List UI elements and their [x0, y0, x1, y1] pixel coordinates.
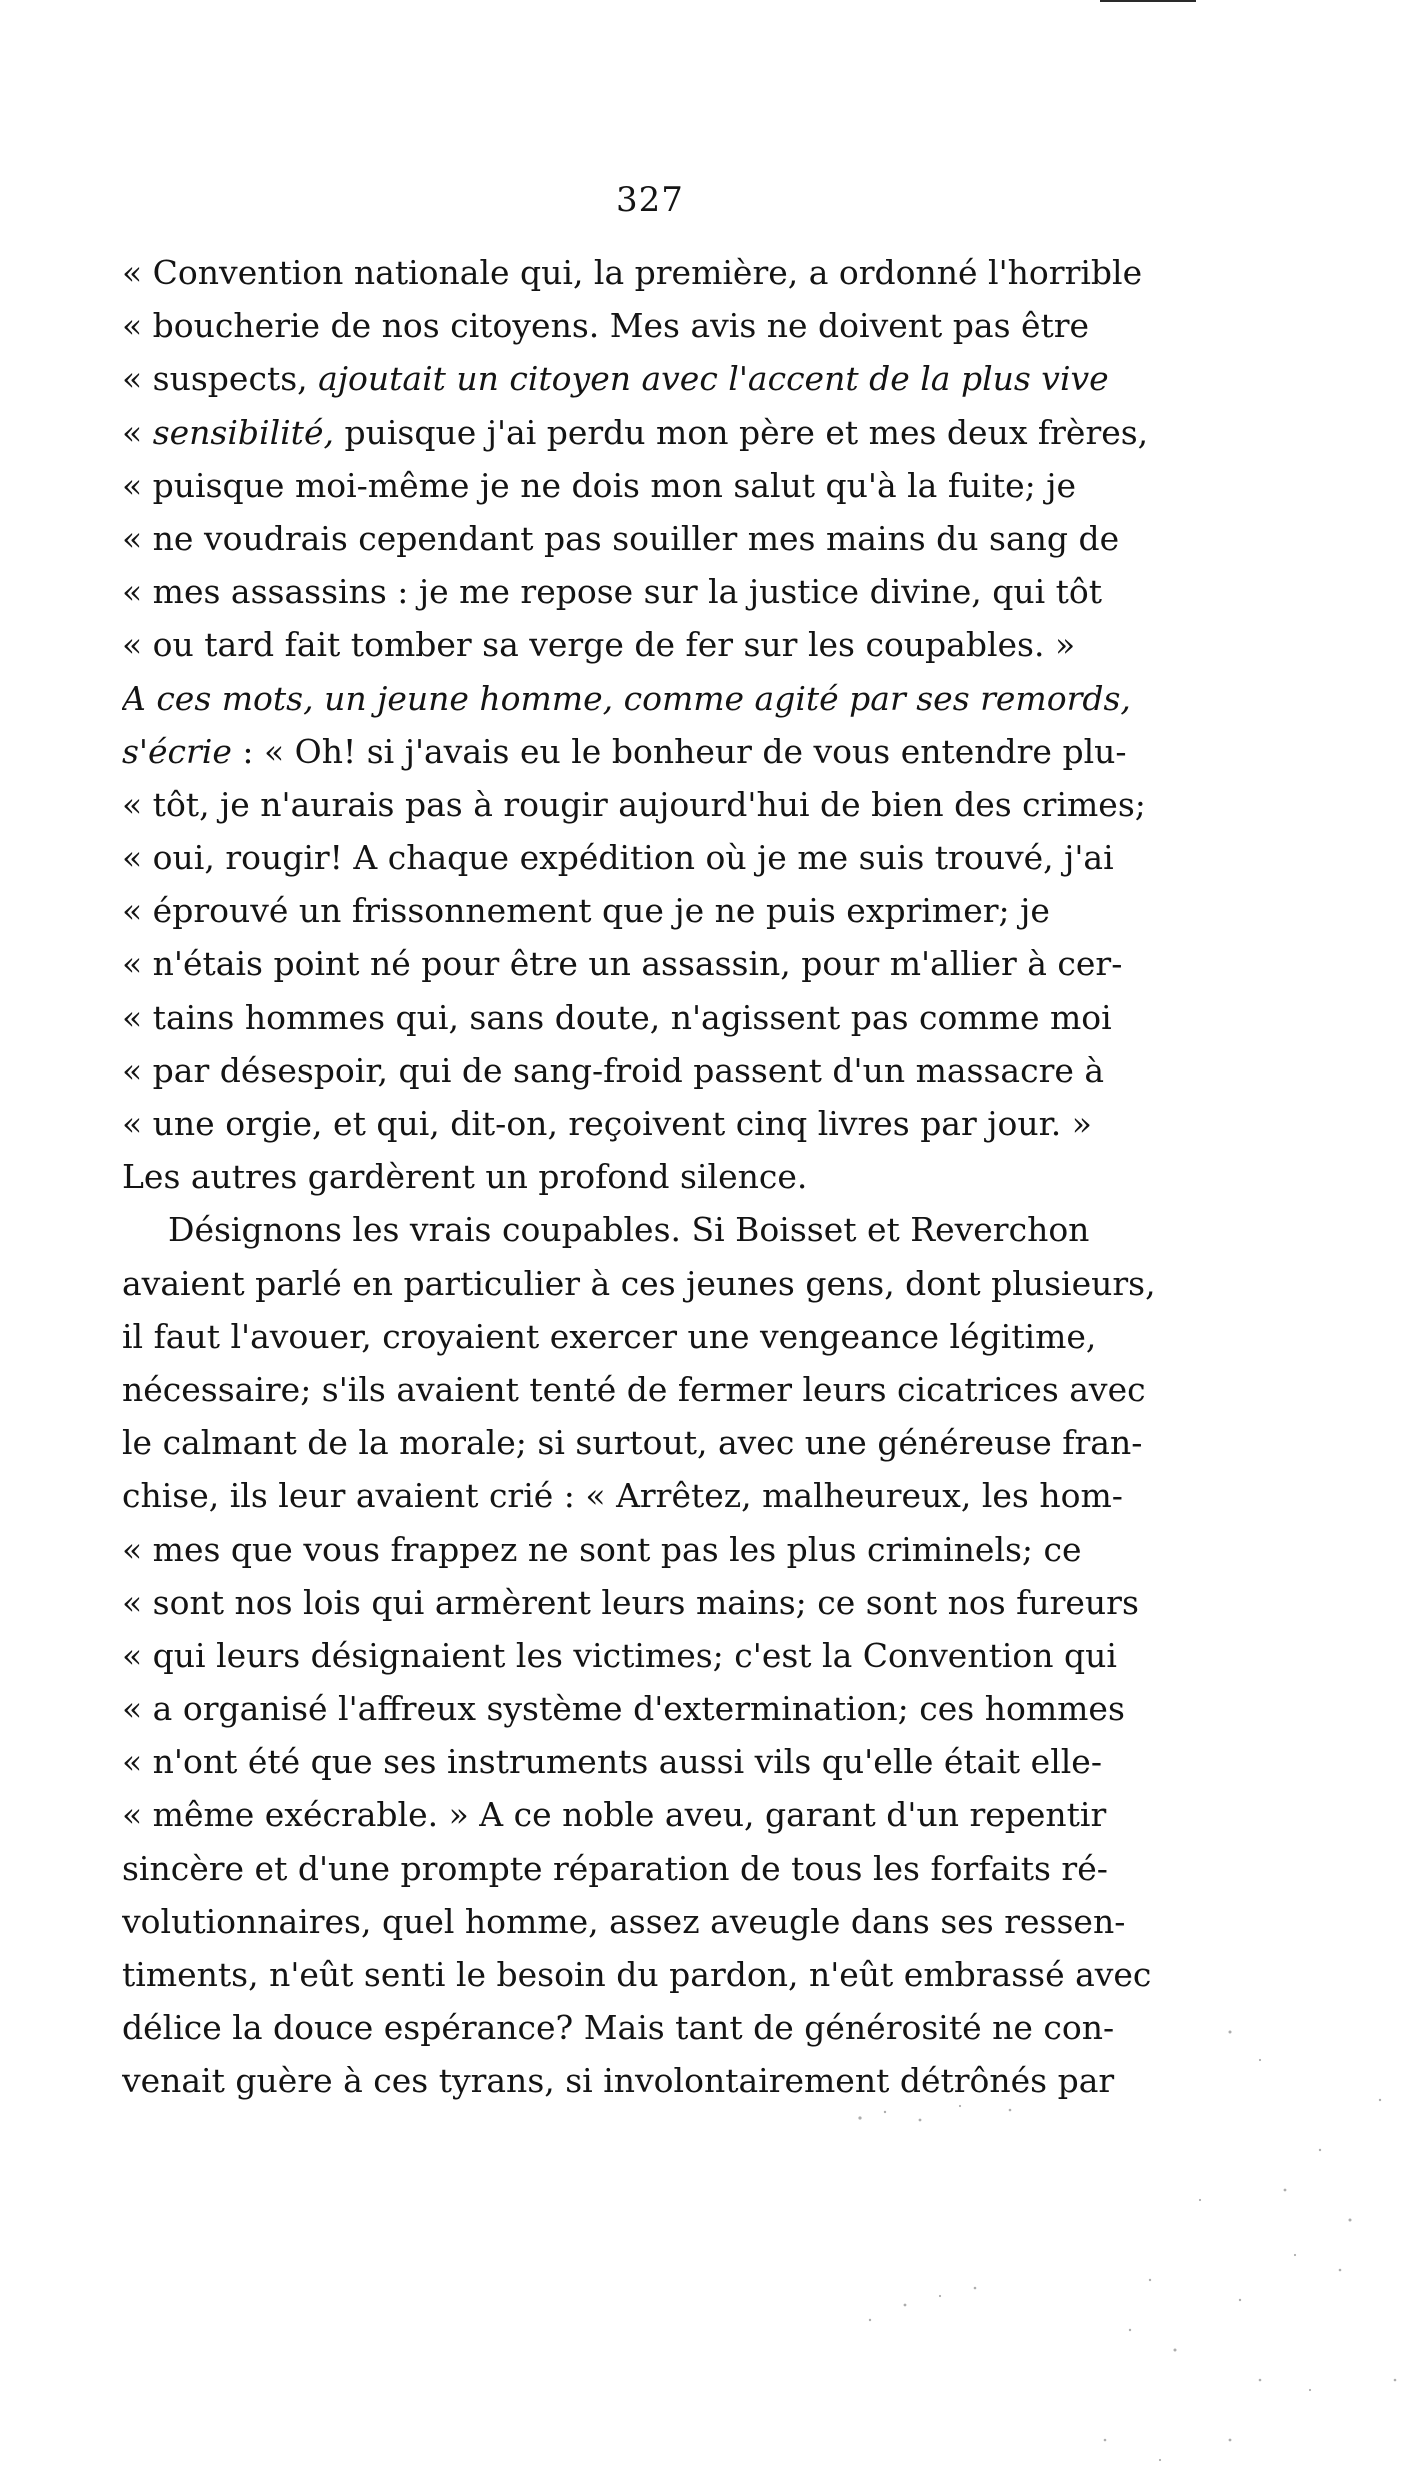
text-segment: « suspects,	[122, 359, 319, 399]
italic-text-segment: s'écrie	[122, 731, 232, 771]
text-line	[122, 831, 1217, 884]
text-line	[122, 1842, 1217, 1895]
text-line	[122, 1150, 1217, 1203]
text-segment: le calmant de la morale; si surtout, avec une généreuse fran-	[122, 1423, 1143, 1463]
body-text	[122, 246, 1217, 2108]
italic-text-segment: ajoutait un citoyen avec l'accent de la plus vive	[318, 359, 1109, 399]
italic-text-segment: A ces mots, un jeune homme, comme agité par ses remords,	[122, 678, 1131, 718]
text-line	[122, 725, 1217, 778]
text-segment: « qui leurs désignaient les victimes; c'est la Convention qui	[122, 1635, 1117, 1675]
text-segment: « tains hommes qui, sans doute, n'agissent pas comme moi	[122, 997, 1112, 1037]
text-line	[122, 1469, 1217, 1522]
text-line	[122, 1523, 1217, 1576]
text-line	[122, 565, 1217, 618]
text-segment: « par désespoir, qui de sang-froid passent d'un massacre à	[122, 1050, 1105, 1090]
text-segment: « puisque moi-même je ne dois mon salut qu'à la fuite; je	[122, 465, 1077, 505]
text-line	[122, 1257, 1217, 1310]
text-line	[122, 459, 1217, 512]
text-line	[122, 937, 1217, 990]
text-segment: « éprouvé un frissonnement que je ne puis exprimer; je	[122, 891, 1050, 931]
text-line	[122, 991, 1217, 1044]
text-segment: : « Oh! si j'avais eu le bonheur de vous entendre plu-	[231, 731, 1127, 771]
text-line	[122, 1682, 1217, 1735]
text-line	[122, 1948, 1217, 2001]
text-line	[122, 884, 1217, 937]
text-line	[122, 299, 1217, 352]
text-segment: « boucherie de nos citoyens. Mes avis ne doivent pas être	[122, 306, 1090, 346]
text-segment: volutionnaires, quel homme, assez aveugle dans ses ressen-	[122, 1901, 1126, 1941]
top-rule	[1100, 0, 1196, 2]
text-line	[122, 1203, 1217, 1256]
text-line	[122, 672, 1217, 725]
text-line	[122, 1363, 1217, 1416]
text-segment: « Convention nationale qui, la première, a ordonné l'horrible	[122, 253, 1143, 292]
text-segment: « tôt, je n'aurais pas à rougir aujourd'hui de bien des crimes;	[122, 784, 1146, 824]
text-segment: Les autres gardèrent un profond silence.	[122, 1157, 808, 1197]
text-segment: « même exécrable. » A ce noble aveu, garant d'un repentir	[122, 1795, 1107, 1835]
text-line	[122, 1735, 1217, 1788]
text-line	[122, 2001, 1217, 2054]
italic-text-segment: sensibilité,	[152, 412, 334, 452]
text-segment: «	[122, 412, 153, 452]
text-segment: « sont nos lois qui armèrent leurs mains; ce sont nos fureurs	[122, 1582, 1139, 1622]
text-segment: avaient parlé en particulier à ces jeunes gens, dont plusieurs,	[122, 1263, 1156, 1303]
text-line	[122, 1788, 1217, 1841]
text-segment: « ne voudrais cependant pas souiller mes mains du sang de	[122, 518, 1120, 558]
text-segment: il faut l'avouer, croyaient exercer une vengeance légitime,	[122, 1316, 1097, 1356]
text-segment: « oui, rougir! A chaque expédition où je me suis trouvé, j'ai	[122, 838, 1114, 878]
text-segment: « une orgie, et qui, dit-on, reçoivent cinq livres par jour. »	[122, 1104, 1092, 1143]
text-line	[122, 1416, 1217, 1469]
text-line	[122, 512, 1217, 565]
text-line	[122, 778, 1217, 831]
text-line	[122, 1895, 1217, 1948]
text-segment: « ou tard fait tomber sa verge de fer sur les coupables. »	[122, 625, 1076, 665]
text-line	[122, 1629, 1217, 1682]
text-segment: délice la douce espérance? Mais tant de générosité ne con-	[122, 2008, 1115, 2048]
text-line	[122, 1576, 1217, 1629]
text-line	[122, 1044, 1217, 1097]
text-segment: sincère et d'une prompte réparation de tous les forfaits ré-	[122, 1848, 1108, 1888]
text-line	[122, 2054, 1217, 2107]
text-segment: chise, ils leur avaient crié : « Arrêtez, malheureux, les hom-	[122, 1476, 1123, 1516]
text-line	[122, 618, 1217, 671]
text-segment: « mes que vous frappez ne sont pas les plus criminels; ce	[122, 1529, 1082, 1569]
text-segment: « n'étais point né pour être un assassin, pour m'allier à cer-	[122, 944, 1123, 984]
text-segment: puisque j'ai perdu mon père et mes deux frères,	[333, 412, 1149, 452]
text-line	[122, 246, 1217, 299]
text-segment: Désignons les vrais coupables. Si Boisset et Reverchon	[168, 1210, 1090, 1250]
text-segment: « mes assassins : je me repose sur la justice divine, qui tôt	[122, 572, 1103, 612]
text-line	[122, 406, 1217, 459]
text-segment: « a organisé l'affreux système d'extermination; ces hommes	[122, 1689, 1125, 1729]
text-segment: timents, n'eût senti le besoin du pardon, n'eût embrassé avec	[122, 1955, 1152, 1994]
text-line	[122, 1097, 1217, 1150]
page-number: 327	[616, 180, 684, 220]
text-line	[122, 1310, 1217, 1363]
text-segment: nécessaire; s'ils avaient tenté de fermer leurs cicatrices avec	[122, 1369, 1146, 1409]
text-line	[122, 352, 1217, 405]
text-segment: venait guère à ces tyrans, si involontairement détrônés par	[122, 2061, 1115, 2101]
text-segment: « n'ont été que ses instruments aussi vils qu'elle était elle-	[122, 1742, 1102, 1782]
